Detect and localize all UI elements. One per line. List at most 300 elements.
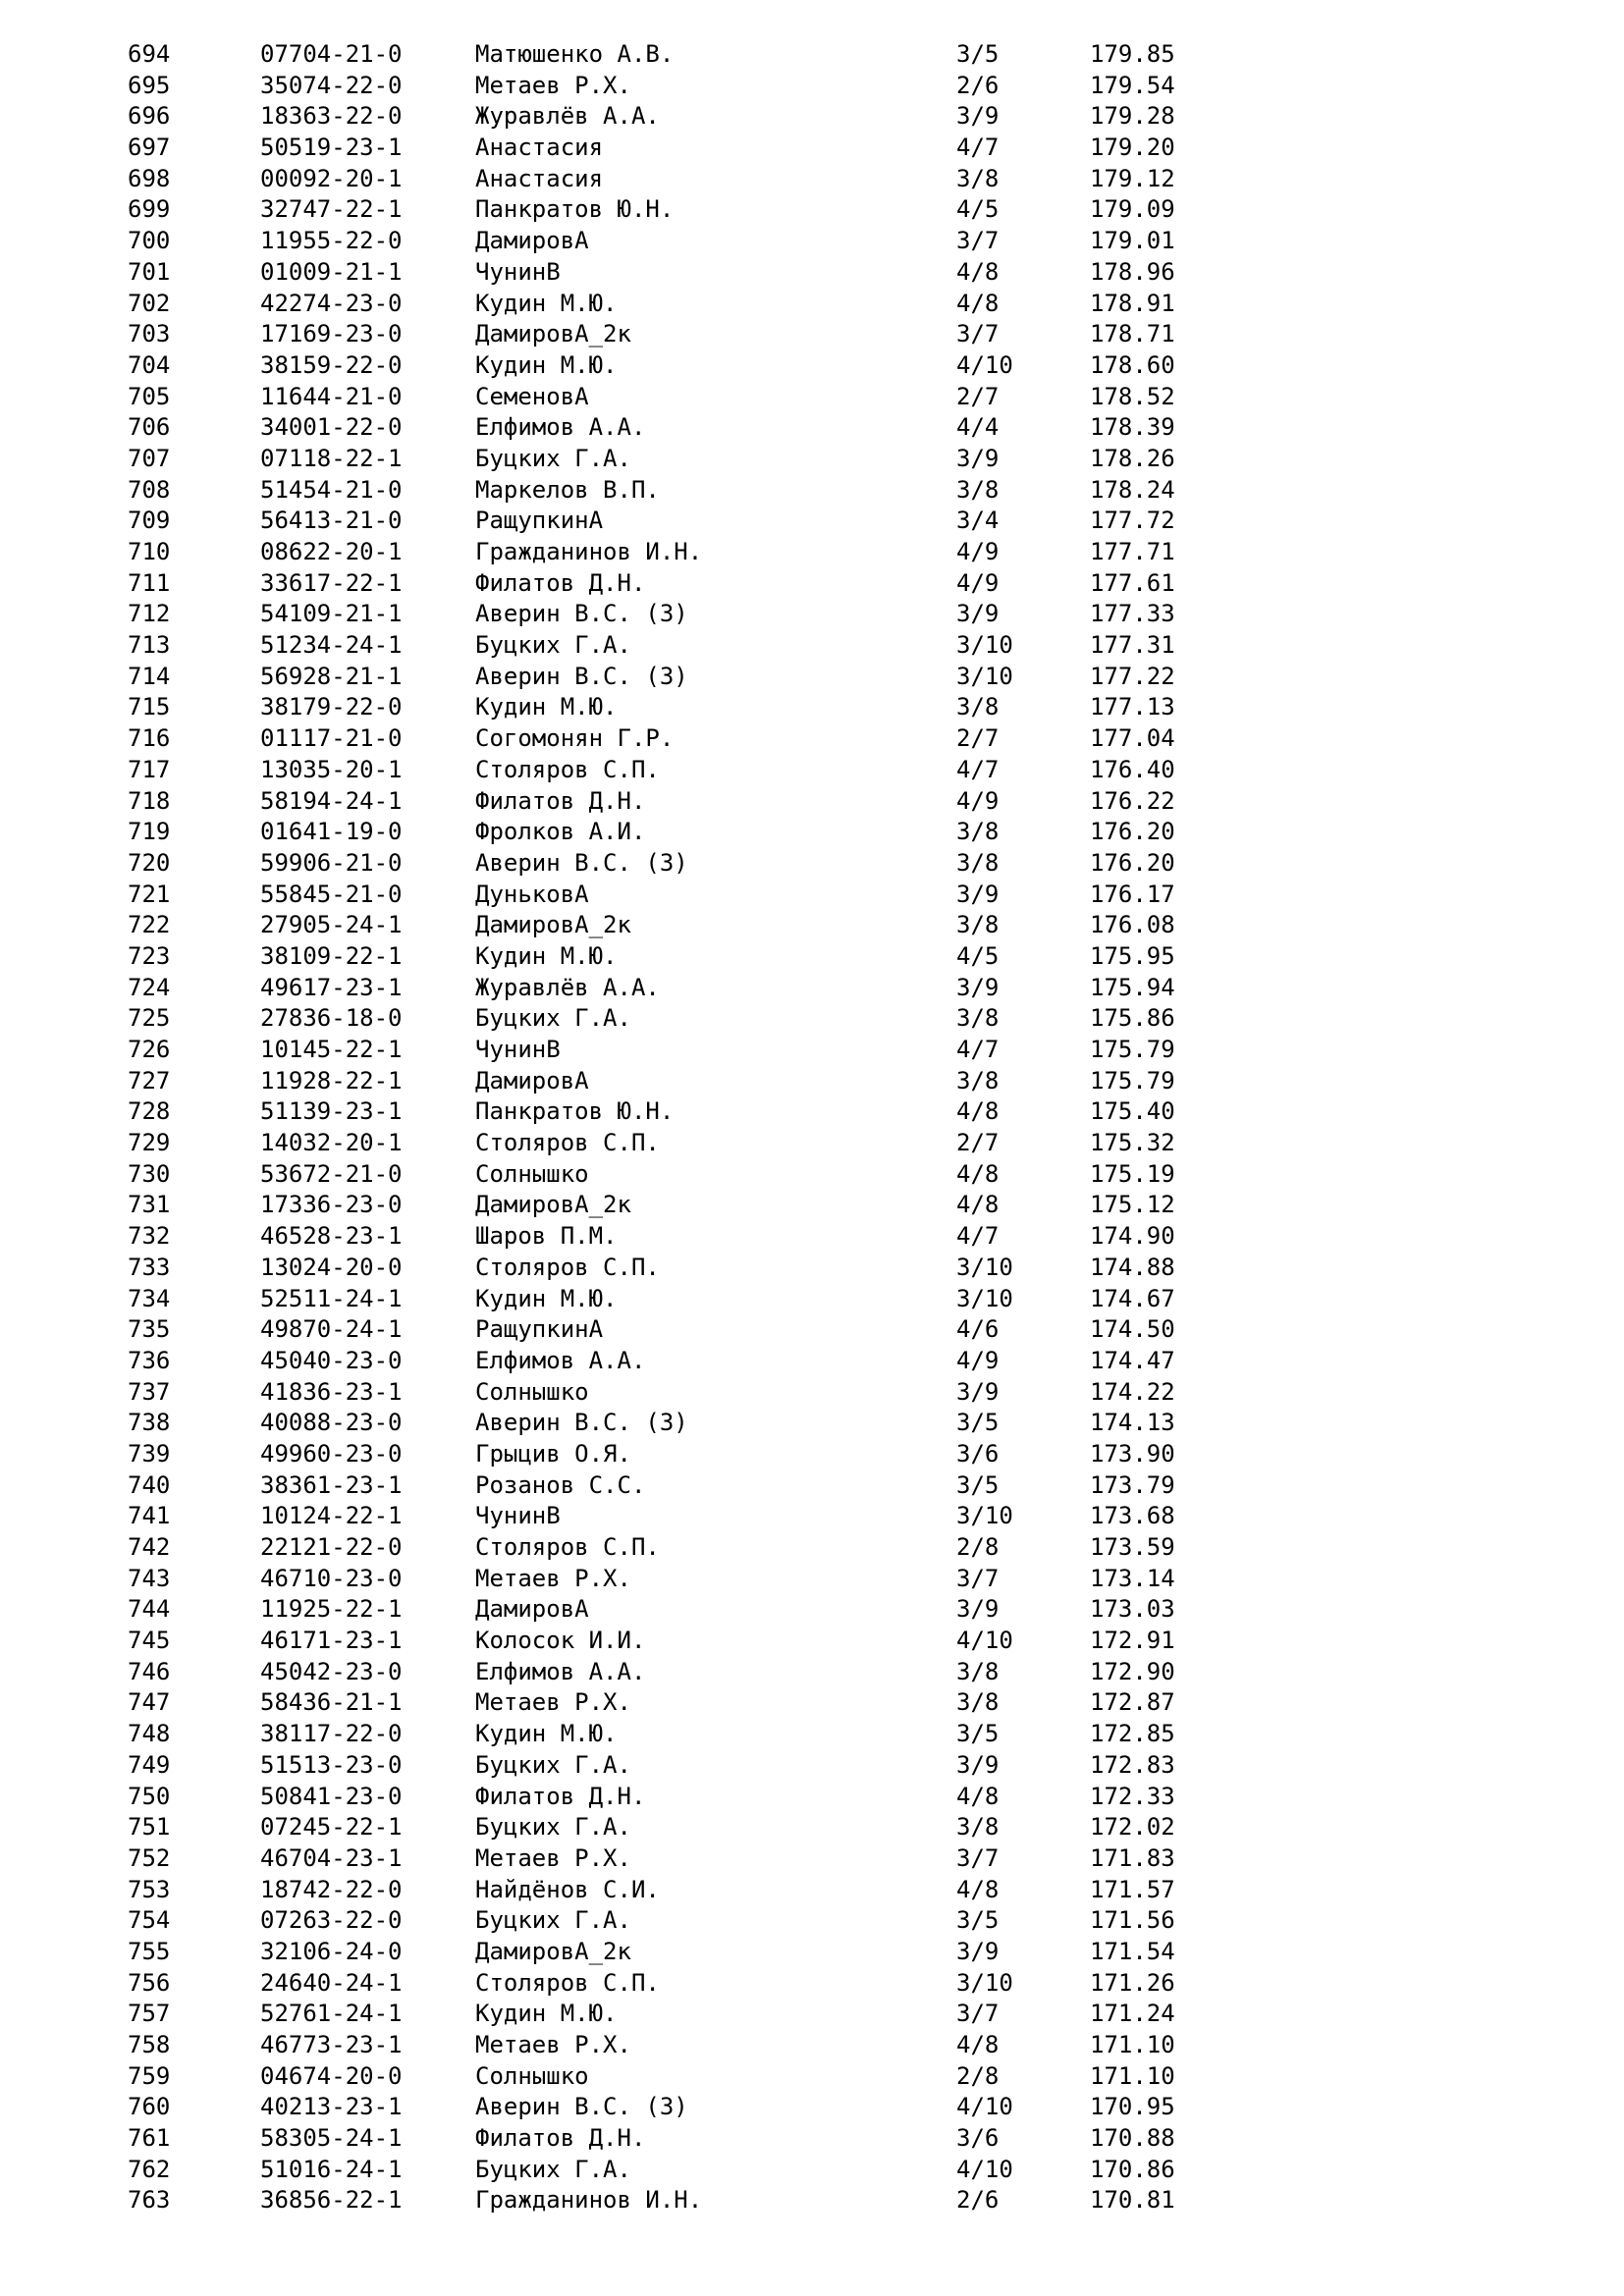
rank-cell: 756 xyxy=(128,1968,171,1997)
rank-cell: 705 xyxy=(128,382,171,410)
name-cell: Гражданинов И.Н. xyxy=(475,2186,703,2215)
fraction-cell: 3/9 xyxy=(956,973,1000,1001)
fraction-cell: 3/10 xyxy=(956,631,1013,660)
table-row xyxy=(0,1594,1624,1626)
fraction-cell: 4/7 xyxy=(956,1036,1000,1063)
name-cell: Столяров С.П. xyxy=(475,1968,660,1997)
table-row xyxy=(0,910,1624,941)
name-cell: Метаев Р.Х. xyxy=(475,1843,631,1872)
name-cell: ДамировА_2к xyxy=(475,911,631,939)
name-cell: Кудин М.Ю. xyxy=(475,1284,618,1312)
fraction-cell: 4/8 xyxy=(956,289,1000,317)
rank-cell: 738 xyxy=(128,1409,171,1437)
score-cell: 177.33 xyxy=(1090,600,1175,628)
fraction-cell: 2/6 xyxy=(956,71,1000,99)
name-cell: Кудин М.Ю. xyxy=(475,1720,618,1748)
rank-cell: 759 xyxy=(128,2061,171,2090)
table-row xyxy=(0,133,1624,164)
score-cell: 175.94 xyxy=(1090,973,1175,1001)
code-cell: 45042-23-0 xyxy=(260,1657,403,1685)
code-cell: 40088-23-0 xyxy=(260,1409,403,1437)
table-row xyxy=(0,1190,1624,1221)
table-row xyxy=(0,848,1624,880)
score-cell: 174.47 xyxy=(1090,1346,1175,1374)
rank-cell: 722 xyxy=(128,911,171,939)
table-row xyxy=(0,319,1624,350)
fraction-cell: 3/8 xyxy=(956,1813,1000,1842)
score-cell: 174.13 xyxy=(1090,1409,1175,1437)
name-cell: Столяров С.П. xyxy=(475,1129,660,1157)
code-cell: 51016-24-1 xyxy=(260,2155,403,2183)
fraction-cell: 3/9 xyxy=(956,880,1000,908)
table-row xyxy=(0,257,1624,289)
code-cell: 42274-23-0 xyxy=(260,289,403,317)
score-cell: 178.24 xyxy=(1090,475,1175,504)
table-row xyxy=(0,164,1624,195)
name-cell: Аверин В.С. (З) xyxy=(475,662,688,690)
table-row xyxy=(0,2155,1624,2186)
rank-cell: 753 xyxy=(128,1875,171,1903)
code-cell: 55845-21-0 xyxy=(260,880,403,908)
score-cell: 179.85 xyxy=(1090,40,1175,68)
rank-cell: 751 xyxy=(128,1813,171,1842)
name-cell: Филатов Д.Н. xyxy=(475,568,646,597)
name-cell: Кудин М.Ю. xyxy=(475,941,618,970)
name-cell: Метаев Р.Х. xyxy=(475,1564,631,1592)
name-cell: Филатов Д.Н. xyxy=(475,786,646,815)
code-cell: 40213-23-1 xyxy=(260,2093,403,2121)
score-cell: 174.88 xyxy=(1090,1253,1175,1281)
score-cell: 177.71 xyxy=(1090,538,1175,565)
rank-cell: 701 xyxy=(128,257,171,286)
fraction-cell: 4/8 xyxy=(956,1191,1000,1219)
table-row xyxy=(0,880,1624,911)
table-row xyxy=(0,1875,1624,1906)
code-cell: 07704-21-0 xyxy=(260,40,403,68)
rank-cell: 704 xyxy=(128,350,171,379)
rank-cell: 720 xyxy=(128,848,171,877)
rank-cell: 750 xyxy=(128,1782,171,1810)
code-cell: 07245-22-1 xyxy=(260,1813,403,1842)
name-cell: Филатов Д.Н. xyxy=(475,2124,646,2153)
code-cell: 18742-22-0 xyxy=(260,1875,403,1903)
fraction-cell: 3/5 xyxy=(956,40,1000,68)
score-cell: 172.83 xyxy=(1090,1750,1175,1779)
score-cell: 172.33 xyxy=(1090,1782,1175,1810)
fraction-cell: 3/5 xyxy=(956,1409,1000,1437)
code-cell: 49617-23-1 xyxy=(260,973,403,1001)
code-cell: 11955-22-0 xyxy=(260,227,403,255)
code-cell: 17336-23-0 xyxy=(260,1191,403,1219)
fraction-cell: 3/8 xyxy=(956,475,1000,504)
rank-cell: 714 xyxy=(128,662,171,690)
rank-cell: 697 xyxy=(128,133,171,162)
rank-cell: 762 xyxy=(128,2155,171,2183)
table-row xyxy=(0,1221,1624,1253)
rank-cell: 719 xyxy=(128,818,171,846)
table-row xyxy=(0,568,1624,600)
name-cell: Филатов Д.Н. xyxy=(475,1782,646,1810)
fraction-cell: 3/8 xyxy=(956,1066,1000,1095)
name-cell: Грыцив О.Я. xyxy=(475,1439,631,1468)
score-cell: 178.91 xyxy=(1090,289,1175,317)
table-row xyxy=(0,1470,1624,1502)
score-cell: 175.79 xyxy=(1090,1066,1175,1095)
code-cell: 10145-22-1 xyxy=(260,1036,403,1063)
table-row xyxy=(0,1968,1624,2000)
fraction-cell: 3/9 xyxy=(956,1750,1000,1779)
score-cell: 176.40 xyxy=(1090,755,1175,783)
score-cell: 171.83 xyxy=(1090,1843,1175,1872)
rank-cell: 734 xyxy=(128,1284,171,1312)
name-cell: Найдёнов С.И. xyxy=(475,1875,660,1903)
fraction-cell: 3/4 xyxy=(956,507,1000,535)
table-row xyxy=(0,1439,1624,1470)
fraction-cell: 4/10 xyxy=(956,1627,1013,1655)
score-cell: 172.02 xyxy=(1090,1813,1175,1842)
rank-cell: 744 xyxy=(128,1595,171,1624)
table-row xyxy=(0,1501,1624,1532)
code-cell: 50841-23-0 xyxy=(260,1782,403,1810)
code-cell: 35074-22-0 xyxy=(260,71,403,99)
code-cell: 10124-22-1 xyxy=(260,1502,403,1530)
fraction-cell: 3/10 xyxy=(956,1253,1013,1281)
rank-cell: 733 xyxy=(128,1253,171,1281)
code-cell: 52511-24-1 xyxy=(260,1284,403,1312)
rank-cell: 747 xyxy=(128,1688,171,1717)
score-cell: 170.86 xyxy=(1090,2155,1175,2183)
score-cell: 171.24 xyxy=(1090,2000,1175,2028)
table-row xyxy=(0,382,1624,413)
table-row xyxy=(0,39,1624,71)
score-cell: 177.22 xyxy=(1090,662,1175,690)
table-row xyxy=(0,194,1624,226)
table-row xyxy=(0,1159,1624,1191)
name-cell: Елфимов А.А. xyxy=(475,413,646,442)
name-cell: Столяров С.П. xyxy=(475,755,660,783)
name-cell: Аверин В.С. (З) xyxy=(475,2093,688,2121)
code-cell: 46710-23-0 xyxy=(260,1564,403,1592)
name-cell: Анастасия xyxy=(475,133,604,162)
fraction-cell: 3/7 xyxy=(956,227,1000,255)
rank-cell: 729 xyxy=(128,1129,171,1157)
rank-cell: 716 xyxy=(128,724,171,753)
rank-cell: 713 xyxy=(128,631,171,660)
name-cell: Колосок И.И. xyxy=(475,1627,646,1655)
rank-cell: 695 xyxy=(128,71,171,99)
code-cell: 36856-22-1 xyxy=(260,2186,403,2215)
table-row xyxy=(0,226,1624,257)
fraction-cell: 3/8 xyxy=(956,911,1000,939)
rank-cell: 699 xyxy=(128,195,171,224)
fraction-cell: 3/9 xyxy=(956,1377,1000,1406)
name-cell: ДамировА xyxy=(475,1066,589,1095)
score-cell: 173.14 xyxy=(1090,1564,1175,1592)
fraction-cell: 2/7 xyxy=(956,382,1000,410)
name-cell: ДуньковА xyxy=(475,880,589,908)
fraction-cell: 4/10 xyxy=(956,350,1013,379)
name-cell: РащупкинА xyxy=(475,1315,604,1344)
fraction-cell: 3/8 xyxy=(956,693,1000,721)
rank-cell: 723 xyxy=(128,941,171,970)
score-cell: 171.10 xyxy=(1090,2031,1175,2058)
name-cell: Гражданинов И.Н. xyxy=(475,538,703,565)
rank-cell: 718 xyxy=(128,786,171,815)
score-cell: 177.61 xyxy=(1090,568,1175,597)
table-row xyxy=(0,1843,1624,1875)
fraction-cell: 4/4 xyxy=(956,413,1000,442)
fraction-cell: 3/6 xyxy=(956,2124,1000,2153)
score-cell: 173.68 xyxy=(1090,1502,1175,1530)
fraction-cell: 3/8 xyxy=(956,818,1000,846)
score-cell: 176.17 xyxy=(1090,880,1175,908)
table-row xyxy=(0,1999,1624,2030)
name-cell: Буцких Г.А. xyxy=(475,1750,631,1779)
score-cell: 171.57 xyxy=(1090,1875,1175,1903)
name-cell: Солнышко xyxy=(475,2061,589,2090)
table-row xyxy=(0,723,1624,755)
fraction-cell: 4/8 xyxy=(956,2031,1000,2058)
name-cell: Согомонян Г.Р. xyxy=(475,724,675,753)
code-cell: 01117-21-0 xyxy=(260,724,403,753)
name-cell: Буцких Г.А. xyxy=(475,2155,631,2183)
name-cell: РащупкинА xyxy=(475,507,604,535)
score-cell: 170.81 xyxy=(1090,2186,1175,2215)
table-row xyxy=(0,1253,1624,1284)
fraction-cell: 4/8 xyxy=(956,1159,1000,1188)
code-cell: 46171-23-1 xyxy=(260,1627,403,1655)
name-cell: Журавлёв А.А. xyxy=(475,102,660,131)
code-cell: 18363-22-0 xyxy=(260,102,403,131)
rank-cell: 707 xyxy=(128,444,171,472)
code-cell: 33617-22-1 xyxy=(260,568,403,597)
name-cell: Буцких Г.А. xyxy=(475,1813,631,1842)
name-cell: Кудин М.Ю. xyxy=(475,2000,618,2028)
rank-cell: 731 xyxy=(128,1191,171,1219)
code-cell: 41836-23-1 xyxy=(260,1377,403,1406)
fraction-cell: 2/7 xyxy=(956,1129,1000,1157)
fraction-cell: 4/9 xyxy=(956,538,1000,565)
score-cell: 173.59 xyxy=(1090,1533,1175,1561)
table-row xyxy=(0,1066,1624,1097)
score-cell: 175.40 xyxy=(1090,1097,1175,1126)
fraction-cell: 3/9 xyxy=(956,600,1000,628)
rank-cell: 749 xyxy=(128,1750,171,1779)
table-row xyxy=(0,537,1624,568)
code-cell: 08622-20-1 xyxy=(260,538,403,565)
code-cell: 01009-21-1 xyxy=(260,257,403,286)
score-cell: 176.08 xyxy=(1090,911,1175,939)
code-cell: 11644-21-0 xyxy=(260,382,403,410)
score-cell: 177.04 xyxy=(1090,724,1175,753)
rank-cell: 710 xyxy=(128,538,171,565)
fraction-cell: 3/6 xyxy=(956,1439,1000,1468)
table-row xyxy=(0,1532,1624,1564)
score-cell: 177.31 xyxy=(1090,631,1175,660)
score-cell: 176.20 xyxy=(1090,818,1175,846)
code-cell: 51139-23-1 xyxy=(260,1097,403,1126)
code-cell: 32106-24-0 xyxy=(260,1937,403,1965)
score-cell: 174.22 xyxy=(1090,1377,1175,1406)
score-cell: 171.10 xyxy=(1090,2061,1175,2090)
rank-cell: 730 xyxy=(128,1159,171,1188)
score-cell: 179.28 xyxy=(1090,102,1175,131)
fraction-cell: 4/9 xyxy=(956,786,1000,815)
rank-cell: 758 xyxy=(128,2031,171,2058)
fraction-cell: 2/6 xyxy=(956,2186,1000,2215)
name-cell: Метаев Р.Х. xyxy=(475,71,631,99)
rank-cell: 737 xyxy=(128,1377,171,1406)
fraction-cell: 4/9 xyxy=(956,1346,1000,1374)
fraction-cell: 4/7 xyxy=(956,133,1000,162)
score-cell: 178.26 xyxy=(1090,444,1175,472)
rank-cell: 732 xyxy=(128,1222,171,1251)
score-cell: 175.95 xyxy=(1090,941,1175,970)
table-row xyxy=(0,662,1624,693)
code-cell: 54109-21-1 xyxy=(260,600,403,628)
fraction-cell: 4/7 xyxy=(956,1222,1000,1251)
code-cell: 14032-20-1 xyxy=(260,1129,403,1157)
fraction-cell: 2/7 xyxy=(956,724,1000,753)
fraction-cell: 3/8 xyxy=(956,1004,1000,1033)
name-cell: ДамировА_2к xyxy=(475,320,631,348)
score-cell: 179.09 xyxy=(1090,195,1175,224)
table-row xyxy=(0,1128,1624,1159)
code-cell: 17169-23-0 xyxy=(260,320,403,348)
score-cell: 175.32 xyxy=(1090,1129,1175,1157)
name-cell: Буцких Г.А. xyxy=(475,444,631,472)
rank-cell: 743 xyxy=(128,1564,171,1592)
score-cell: 176.22 xyxy=(1090,786,1175,815)
code-cell: 51454-21-0 xyxy=(260,475,403,504)
name-cell: ДамировА_2к xyxy=(475,1191,631,1219)
score-cell: 174.90 xyxy=(1090,1222,1175,1251)
rank-cell: 698 xyxy=(128,164,171,192)
score-cell: 170.88 xyxy=(1090,2124,1175,2153)
table-row xyxy=(0,1035,1624,1066)
name-cell: ЧунинВ xyxy=(475,1502,561,1530)
table-row xyxy=(0,475,1624,507)
table-row xyxy=(0,692,1624,723)
table-row xyxy=(0,2061,1624,2093)
fraction-cell: 3/8 xyxy=(956,164,1000,192)
rank-cell: 726 xyxy=(128,1036,171,1063)
table-row xyxy=(0,1096,1624,1128)
code-cell: 34001-22-0 xyxy=(260,413,403,442)
name-cell: Фролков А.И. xyxy=(475,818,646,846)
table-row xyxy=(0,2185,1624,2216)
name-cell: Аверин В.С. (З) xyxy=(475,848,688,877)
table-row xyxy=(0,1782,1624,1813)
code-cell: 22121-22-0 xyxy=(260,1533,403,1561)
fraction-cell: 4/8 xyxy=(956,1782,1000,1810)
name-cell: Солнышко xyxy=(475,1159,589,1188)
table-row xyxy=(0,755,1624,786)
name-cell: СеменовА xyxy=(475,382,589,410)
code-cell: 38109-22-1 xyxy=(260,941,403,970)
name-cell: ЧунинВ xyxy=(475,1036,561,1063)
fraction-cell: 2/8 xyxy=(956,2061,1000,2090)
fraction-cell: 4/6 xyxy=(956,1315,1000,1344)
name-cell: Метаев Р.Х. xyxy=(475,2031,631,2058)
code-cell: 51513-23-0 xyxy=(260,1750,403,1779)
code-cell: 46773-23-1 xyxy=(260,2031,403,2058)
code-cell: 13035-20-1 xyxy=(260,755,403,783)
table-row xyxy=(0,1719,1624,1750)
name-cell: Матюшенко А.В. xyxy=(475,40,675,68)
rank-cell: 746 xyxy=(128,1657,171,1685)
fraction-cell: 3/8 xyxy=(956,848,1000,877)
fraction-cell: 3/10 xyxy=(956,1284,1013,1312)
name-cell: Кудин М.Ю. xyxy=(475,289,618,317)
code-cell: 32747-22-1 xyxy=(260,195,403,224)
fraction-cell: 3/10 xyxy=(956,1502,1013,1530)
name-cell: ДамировА xyxy=(475,227,589,255)
table-row xyxy=(0,2092,1624,2123)
table-row xyxy=(0,289,1624,320)
code-cell: 38179-22-0 xyxy=(260,693,403,721)
score-cell: 177.13 xyxy=(1090,693,1175,721)
score-cell: 177.72 xyxy=(1090,507,1175,535)
code-cell: 07263-22-0 xyxy=(260,1906,403,1935)
code-cell: 45040-23-0 xyxy=(260,1346,403,1374)
fraction-cell: 3/9 xyxy=(956,444,1000,472)
rank-cell: 760 xyxy=(128,2093,171,2121)
fraction-cell: 4/9 xyxy=(956,568,1000,597)
score-cell: 170.95 xyxy=(1090,2093,1175,2121)
table-row xyxy=(0,786,1624,818)
table-row xyxy=(0,1937,1624,1968)
fraction-cell: 2/8 xyxy=(956,1533,1000,1561)
table-row xyxy=(0,1905,1624,1937)
rank-cell: 735 xyxy=(128,1315,171,1344)
score-cell: 175.12 xyxy=(1090,1191,1175,1219)
table-row xyxy=(0,1750,1624,1782)
code-cell: 38117-22-0 xyxy=(260,1720,403,1748)
table-row xyxy=(0,1003,1624,1035)
table-row xyxy=(0,1314,1624,1346)
code-cell: 58436-21-1 xyxy=(260,1688,403,1717)
code-cell: 58194-24-1 xyxy=(260,786,403,815)
score-cell: 173.90 xyxy=(1090,1439,1175,1468)
rank-cell: 700 xyxy=(128,227,171,255)
name-cell: Панкратов Ю.Н. xyxy=(475,1097,675,1126)
score-cell: 178.60 xyxy=(1090,350,1175,379)
table-row xyxy=(0,599,1624,630)
name-cell: Метаев Р.Х. xyxy=(475,1688,631,1717)
table-row xyxy=(0,941,1624,973)
score-cell: 174.67 xyxy=(1090,1284,1175,1312)
name-cell: Маркелов В.П. xyxy=(475,475,660,504)
table-row xyxy=(0,2123,1624,2155)
rank-cell: 736 xyxy=(128,1346,171,1374)
rank-cell: 748 xyxy=(128,1720,171,1748)
fraction-cell: 3/10 xyxy=(956,662,1013,690)
code-cell: 52761-24-1 xyxy=(260,2000,403,2028)
name-cell: Столяров С.П. xyxy=(475,1253,660,1281)
name-cell: Журавлёв А.А. xyxy=(475,973,660,1001)
fraction-cell: 3/7 xyxy=(956,1564,1000,1592)
rank-cell: 728 xyxy=(128,1097,171,1126)
rank-cell: 745 xyxy=(128,1627,171,1655)
fraction-cell: 4/10 xyxy=(956,2155,1013,2183)
table-row xyxy=(0,412,1624,444)
fraction-cell: 4/5 xyxy=(956,941,1000,970)
table-row xyxy=(0,1377,1624,1409)
code-cell: 07118-22-1 xyxy=(260,444,403,472)
name-cell: Столяров С.П. xyxy=(475,1533,660,1561)
score-cell: 171.56 xyxy=(1090,1906,1175,1935)
